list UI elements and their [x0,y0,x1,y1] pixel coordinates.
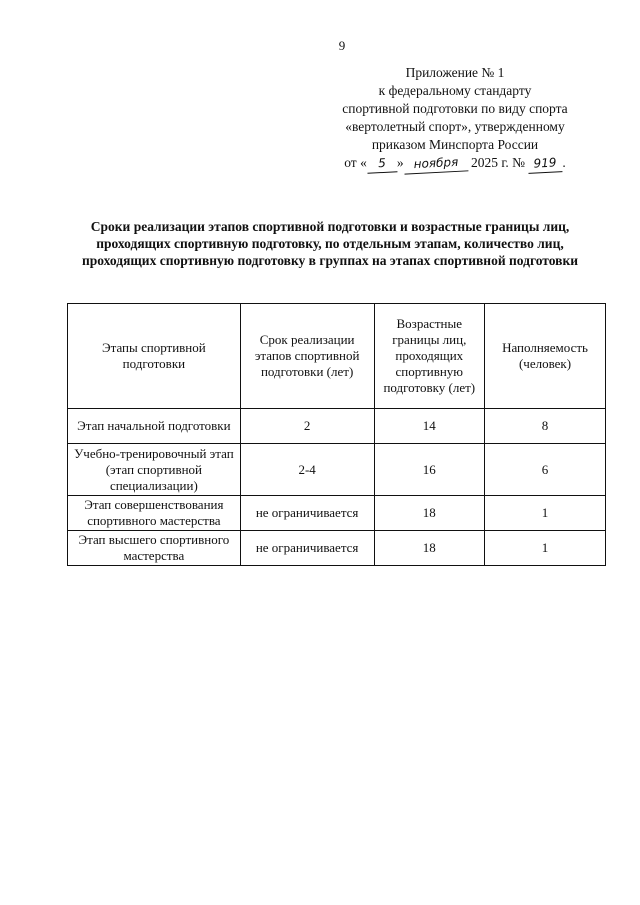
date-suffix: . [562,155,566,170]
table-header: Возрастные границы лиц, проходящих спортивную подготовку (лет) [374,304,485,409]
table-cell: не ограничивается [240,496,374,531]
order-year: 2025 г. № [470,155,525,170]
table-cell: 1 [485,496,606,531]
table-row [68,496,606,531]
stages-table [67,303,606,566]
appendix-line: спортивной подготовки по виду спорта [342,101,568,116]
date-prefix: от « [344,155,367,170]
appendix-header [290,64,620,173]
table-cell: 18 [374,531,485,566]
table-row [68,409,606,444]
page-number: 9 [338,38,346,53]
table-cell: Этап совершенствования спортивного мастерства [68,496,241,531]
table-cell: не ограничивается [240,531,374,566]
table-header: Этапы спортивной подготовки [68,304,241,409]
table-header: Срок реализации этапов спортивной подготовки (лет) [240,304,374,409]
handwritten-order-number: 919 [528,153,563,174]
handwritten-day: 5 [366,153,397,174]
table-header: Наполняемость (человек) [485,304,606,409]
document-title: Сроки реализации этапов спортивной подготовки и возрастные границы лиц, проходящих спортивную подготовку, по отдельным этапам, количество лиц, проходящих спортивную подготовку в группах на этапах спортивной подготовки [81,219,579,268]
handwritten-month: ноября [403,152,468,174]
date-mid: » [396,155,404,170]
table-cell: Учебно-тренировочный этап (этап спортивной специализации) [68,444,241,496]
table-header-row [68,304,606,409]
appendix-line: к федеральному стандарту [378,83,532,98]
table-cell: 2-4 [240,444,374,496]
table-cell: Этап высшего спортивного мастерства [68,531,241,566]
order-date-line [290,154,620,173]
table-cell: Этап начальной подготовки [68,409,241,444]
table-cell: 6 [485,444,606,496]
table-cell: 2 [240,409,374,444]
appendix-line: Приложение № 1 [405,65,505,80]
table-cell: 1 [485,531,606,566]
table-cell: 14 [374,409,485,444]
table-cell: 8 [485,409,606,444]
appendix-line: приказом Минспорта России [371,137,539,152]
table-row [68,531,606,566]
appendix-line: «вертолетный спорт», утвержденному [345,119,565,134]
table-row [68,444,606,496]
table-cell: 16 [374,444,485,496]
table-cell: 18 [374,496,485,531]
